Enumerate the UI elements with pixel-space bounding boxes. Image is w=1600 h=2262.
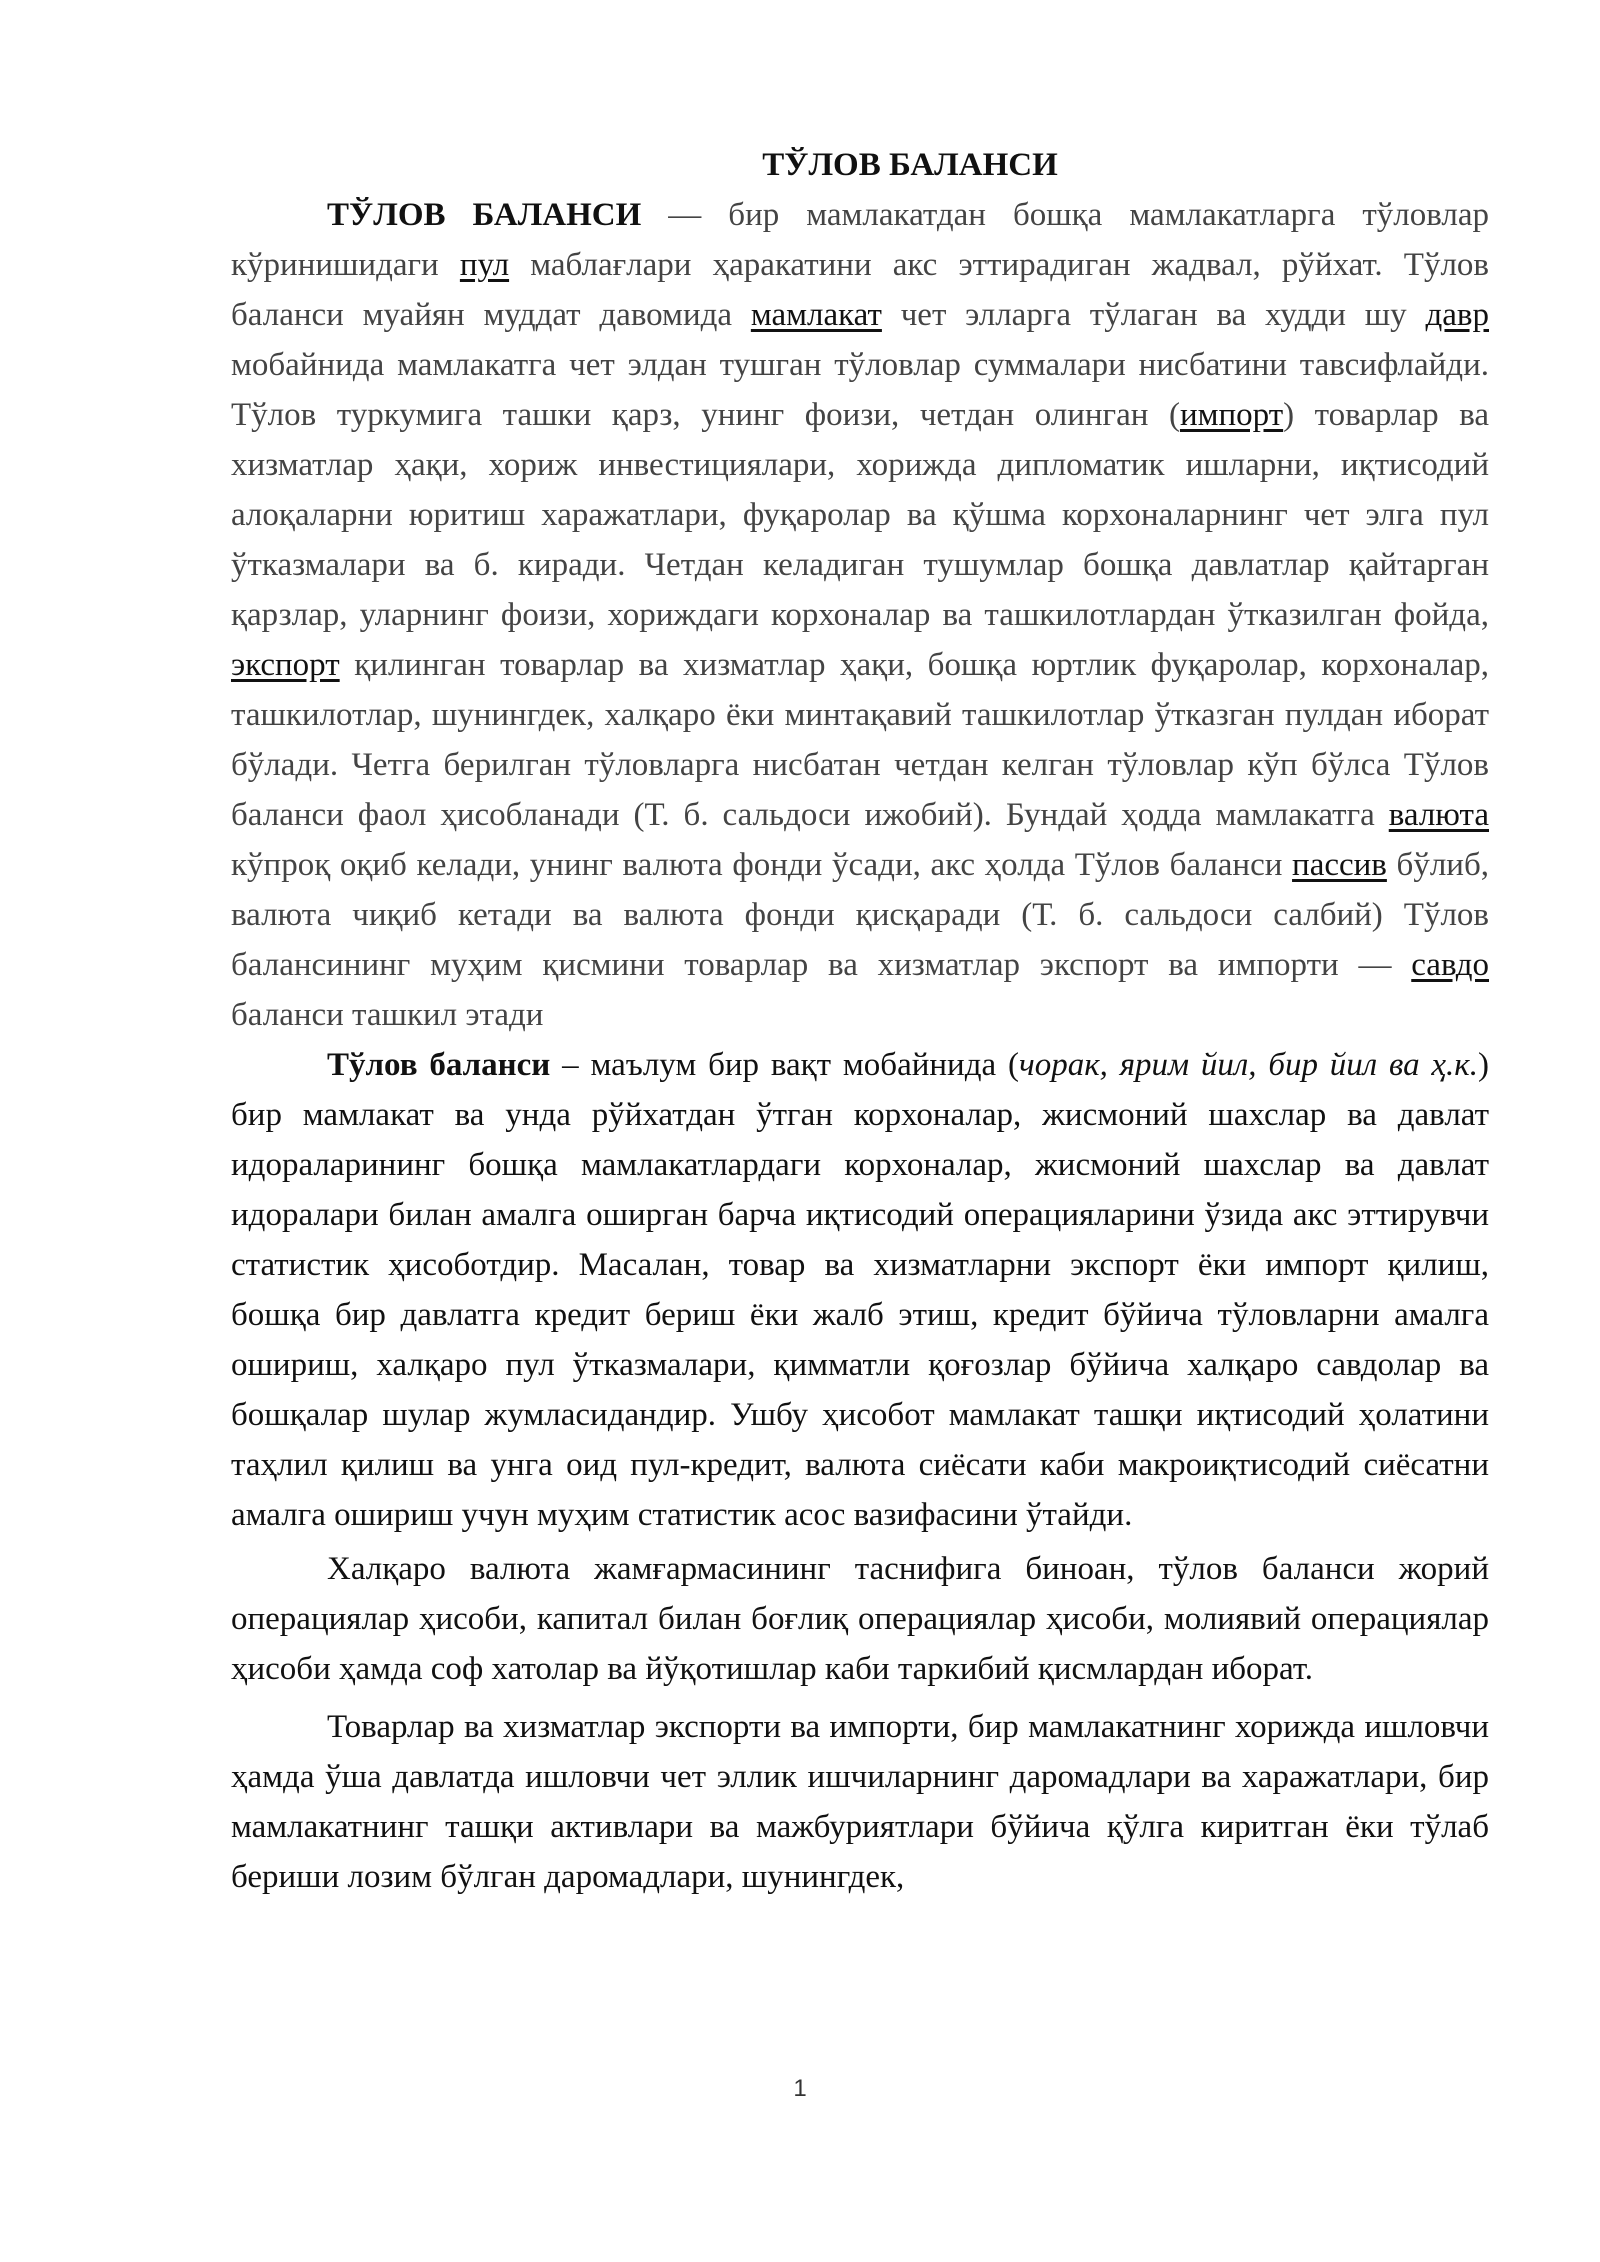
paragraph-1-text-5: ) товарлар ва хизматлар ҳақи, хориж инвестициялари, хорижда дипломатик ишларни, иқтисодий алоқаларни юритиш харажатлари, фуқаролар ва қўшма корхоналарнинг чет элга пул ўтказмалари ва б. киради. Четдан келадиган тушумлар бошқа давлатлар қайтарган қарзлар, уларнинг фоизи, хориждаги корхоналар ва ташкилотлардан ўтказилган фойда, bbox=[231, 397, 1489, 633]
paragraph-2-term: Тўлов баланси bbox=[327, 1047, 551, 1083]
link-passiv[interactable]: пассив bbox=[1292, 847, 1387, 883]
link-eksport[interactable]: экспорт bbox=[231, 647, 340, 683]
paragraph-1-text-1: — бир мамлакатдан бошқа мамлакатларга тўловлар кўринишидаги bbox=[231, 197, 1489, 283]
link-valyuta[interactable]: валюта bbox=[1388, 797, 1489, 833]
paragraph-2-text-1: – маълум бир вақт мобайнида ( bbox=[550, 1047, 1019, 1083]
paragraph-1-text-2: маблағлари ҳаракатини акс эттирадиган жадвал, рўйхат. Тўлов баланси муайян муддат давомида bbox=[231, 247, 1489, 333]
link-import[interactable]: импорт bbox=[1179, 397, 1284, 433]
link-savdo[interactable]: савдо bbox=[1411, 947, 1489, 983]
page-number: 1 bbox=[793, 2075, 807, 2102]
paragraph-1-text-3: чет элларга тўлаган ва худди шу bbox=[881, 297, 1426, 333]
document-body bbox=[231, 140, 1489, 1902]
paragraph-3: Халқаро валюта жамғармасининг таснифига биноан, тўлов баланси жорий операциялар ҳисоби, капитал билан боғлиқ операциялар ҳисоби, молиявий операциялар ҳисоби ҳамда соф хатолар ва йўқотишлар каби таркибий қисмлардан иборат. bbox=[231, 1551, 1489, 1687]
paragraph-1-text-9: баланси ташкил этади bbox=[231, 997, 544, 1033]
paragraph-1-term: ТЎЛОВ БАЛАНСИ bbox=[327, 197, 642, 233]
paragraph-2 bbox=[231, 1040, 1489, 1540]
paragraph-2-text-2: ) бир мамлакат ва унда рўйхатдан ўтган корхоналар, жисмоний шахслар ва давлат идораларининг бошқа мамлакатлардаги корхоналар, жисмоний шахслар ва давлат идоралари билан амалга оширган барча иқтисодий операцияларини ўзида акс эттирувчи статистик ҳисоботдир. Масалан, товар ва хизматларни экспорт ёки импорт қилиш, бошқа бир давлатга кредит бериш ёки жалб этиш, кредит бўйича тўловларни амалга ошириш, халқаро пул ўтказмалари, қимматли қоғозлар бўйича халқаро савдолар ва бошқалар шулар жумласидандир. Ушбу ҳисобот мамлакат ташқи иқтисодий ҳолатини таҳлил қилиш ва унга оид пул-кредит, валюта сиёсати каби макроиқтисодий сиёсатни амалга ошириш учун муҳим статистик асос вазифасини ўтайди. bbox=[231, 1047, 1489, 1533]
link-pul[interactable]: пул bbox=[459, 247, 510, 283]
paragraph-1-text-7: кўпроқ оқиб келади, унинг валюта фонди ўсади, акс ҳолда Тўлов баланси bbox=[231, 847, 1293, 883]
paragraph-1-text-4: мобайнида мамлакатга чет элдан тушган тўловлар суммалари нисбатини тавсифлайди. Тўлов туркумига ташки қарз, унинг фоизи, четдан олинган ( bbox=[231, 347, 1489, 433]
paragraph-1-text-6: қилинган товарлар ва хизматлар ҳақи, бошқа юртлик фуқаролар, корхоналар, ташкилотлар, шунингдек, халқаро ёки минтақавий ташкилотлар ўтказган пулдан иборат бўлади. Четга берилган тўловларга нисбатан четдан келган тўловлар кўп бўлса Тўлов баланси фаол ҳисобланади (Т. б. сальдоси ижобий). Бундай ҳодда мамлакатга bbox=[231, 647, 1489, 833]
document-title: ТЎЛОВ БАЛАНСИ bbox=[762, 147, 1058, 183]
link-mamlakat[interactable]: мамлакат bbox=[750, 297, 882, 333]
link-davr[interactable]: давр bbox=[1425, 297, 1489, 333]
paragraph-2-italic: чорак, ярим йил, бир йил ва ҳ.к. bbox=[1018, 1047, 1478, 1083]
paragraph-4: Товарлар ва хизматлар экспорти ва импорти, бир мамлакатнинг хорижда ишловчи ҳамда ўша давлатда ишловчи чет эллик ишчиларнинг даромадлари ва харажатлари, бир мамлакатнинг ташқи активлари ва мажбуриятлари бўйича қўлга киритган ёки тўлаб бериши лозим бўлган даромадлари, шунингдек, bbox=[231, 1709, 1489, 1895]
paragraph-1-text-8: бўлиб, валюта чиқиб кетади ва валюта фонди қисқаради (Т. б. сальдоси салбий) Тўлов балансининг муҳим қисмини товарлар ва хизматлар экспорт ва импорти — bbox=[231, 847, 1489, 983]
paragraph-1 bbox=[231, 190, 1489, 1040]
